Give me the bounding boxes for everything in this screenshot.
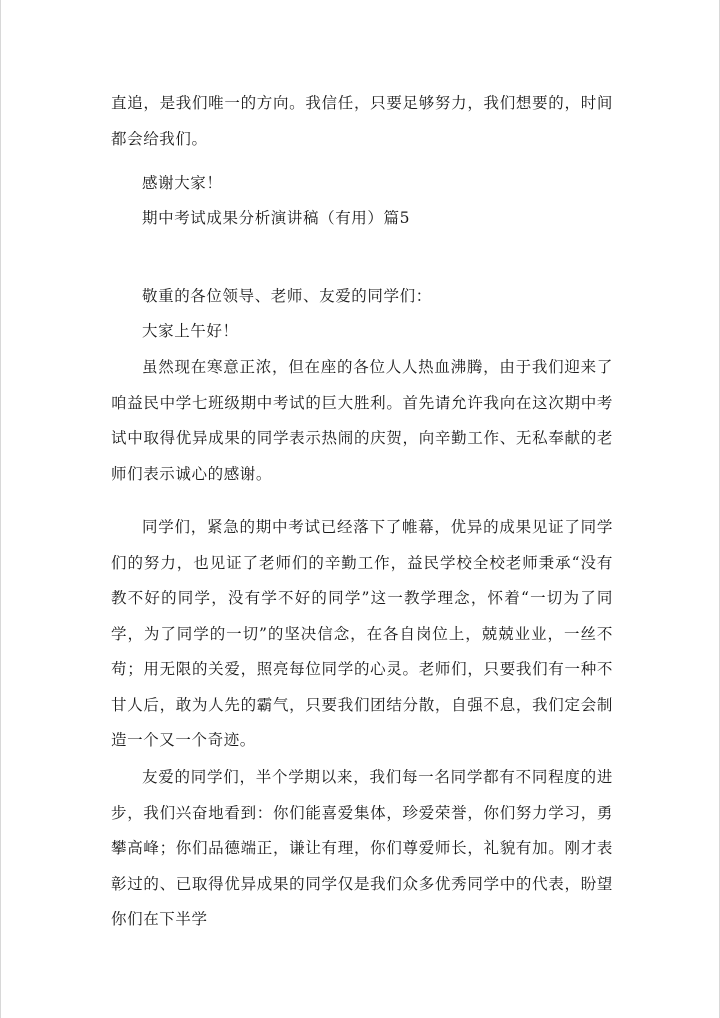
section-title: 期中考试成果分析演讲稿（有用）篇5 (142, 209, 411, 227)
body-paragraph-3: 友爱的同学们，半个学期以来，我们每一名同学都有不同程度的进步，我们兴奋地看到：你们能喜爱集体，珍爱荣誉，你们努力学习，勇攀高峰；你们品德端正，谦让有理，你们尊爱师长，礼貌有加。刚才表彰过的、已取得优异成果的同学仅是我们众多优秀同学中的代表，盼望你们在下半学 (111, 768, 613, 928)
salutation-line: 敬重的各位领导、老师、友爱的同学们： (142, 287, 432, 305)
intro-paragraph: 直追，是我们唯一的方向。我信任，只要足够努力，我们想要的，时间都会给我们。 (111, 94, 613, 148)
body-paragraph-2: 同学们，紧急的期中考试已经落下了帷幕，优异的成果见证了同学们的努力，也见证了老师们的辛勤工作，益民学校全校老师秉承“没有教不好的同学，没有学不好的同学”这一教学理念，怀着“一切为了同学，为了同学的一切”的坚决信念，在各自岗位上，兢兢业业，一丝不苟；用无限的关爱，照亮每位同学的心灵。老师们，只要我们有一种不甘人后，敢为人先的霸气，只要我们团结分散，自强不息，我们定会制造一个又一个奇迹。 (111, 518, 613, 749)
thanks-line: 感谢大家！ (142, 174, 223, 192)
body-paragraph-1: 虽然现在寒意正浓，但在座的各位人人热血沸腾，由于我们迎来了咱益民中学七班级期中考试的巨大胜利。首先请允许我向在这次期中考试中取得优异成果的同学表示热闹的庆贺，向辛勤工作、无私奉献的老师们表示诚心的感谢。 (111, 358, 613, 483)
greeting-line: 大家上午好！ (142, 322, 239, 340)
